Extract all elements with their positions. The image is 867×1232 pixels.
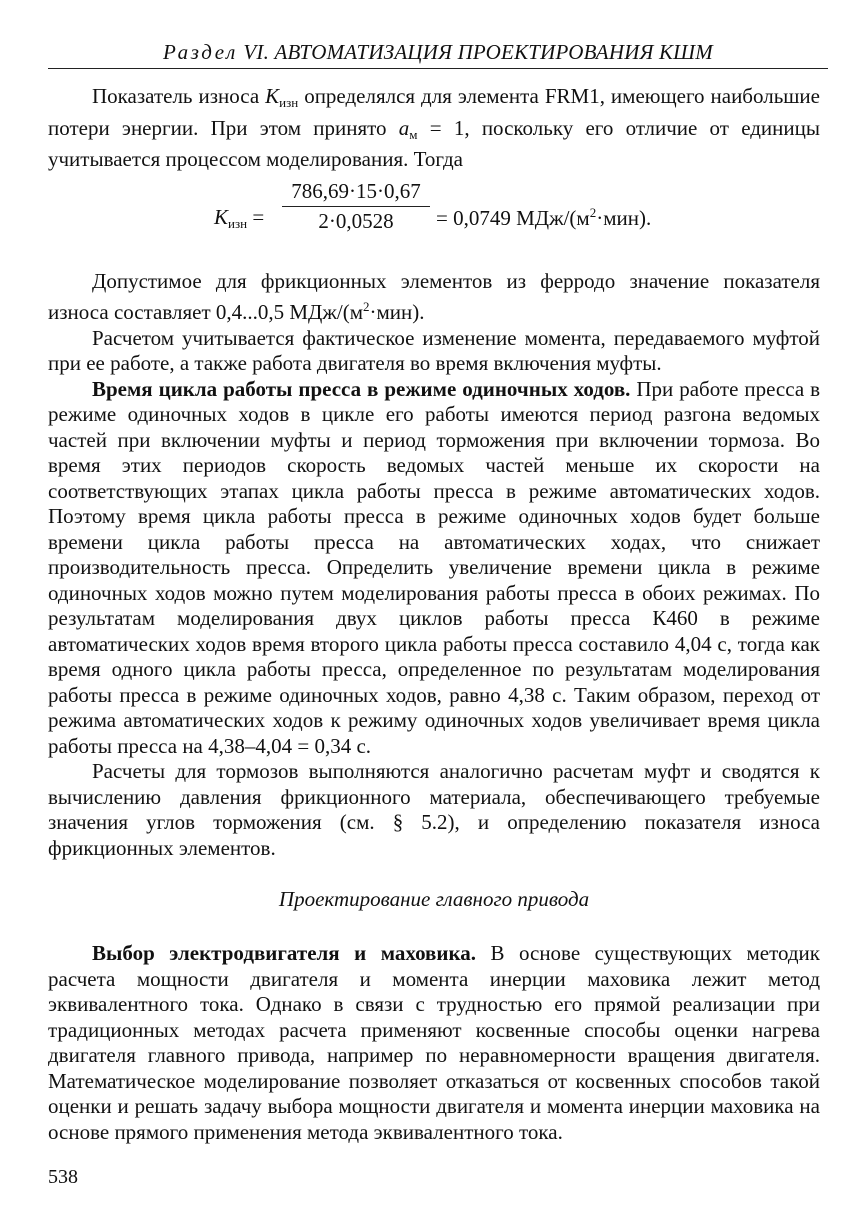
formula-lhs: $K_{изн}$ = <box>214 204 265 231</box>
page-body <box>48 84 820 1145</box>
paragraph-wear-index: Показатель износа $K_{изн}$ определялся для элемента FRM1, имеющего наибольшие потери энергии. При этом принято $a_м = 1$, поскольку его отличие от единицы учитывается процессом моделирования. Тогда <box>48 84 820 171</box>
header-section-title: VI. АВТОМАТИЗАЦИЯ ПРОЕКТИРОВАНИЯ КШМ <box>237 40 713 64</box>
cycle-time-heading: Время цикла работы пресса в режиме одиночных ходов. <box>92 376 631 401</box>
var-k: K <box>265 84 280 108</box>
formula-fraction <box>282 179 430 234</box>
motor-flywheel-heading: Выбор электродвигателя и маховика. <box>92 941 477 965</box>
paragraph-brakes: Расчеты для тормозов выполняются аналогично расчетам муфт и сводятся к вычислению давления фрикционного материала, обеспечивающего требуемые значения углов торможения (см. § 5.2), и определению показателя износа фрикционных элементов. <box>48 759 820 860</box>
formula-denominator: 2·0,0528 <box>318 208 394 233</box>
paragraph-allowed-value: Допустимое для фрикционных элементов из ферродо значение показателя износа составляет 0,4...0,5 МДж/$(м^2\cdot мин)$. <box>48 268 820 324</box>
section-title: Проектирование главного привода <box>278 887 590 911</box>
var-a: a <box>398 115 410 140</box>
page-number: 538 <box>48 1166 78 1188</box>
running-header <box>48 40 828 65</box>
formula-numerator: 786,69·15·0,67 <box>282 179 430 207</box>
paragraph-cycle-time: Время цикла работы пресса в режиме одиночных ходов. При работе пресса в режиме одиночных ходов в цикле его работы имеются период разгона ведомых частей при включении муфты и период торможения при включении тормоза. Во время этих периодов скорость ведомых частей меньше их скорости на соответствующих этапах цикла работы пресса в режиме автоматических ходов. Поэтому время цикла работы пресса в режиме одиночных ходов будет больше времени цикла работы пресса на автоматических ходах, что снижает производительность пресса. Определить увеличение времени цикла в режиме одиночных ходов можно путем моделирования работы пресса в обоих режимах. По результатам моделирования двух циклов работы пресса К460 в режиме автоматических ходов время второго цикла работы пресса составило 4,04 с, тогда как время одного цикла работы пресса, определенное по результатам моделирования работы пресса в режиме одиночных ходов, равно 4,38 с. Таким образом, переход от режима автоматических ходов к режиму одиночных ходов увеличивает время цикла работы пресса на 4,38–4,04 = 0,34 с. <box>48 376 820 758</box>
formula-wear <box>48 173 820 269</box>
paragraph-moment: Расчетом учитывается фактическое изменение момента, передаваемого муфтой при ее работе, а также работа двигателя во время включения муфты. <box>48 325 820 375</box>
paragraph-motor-flywheel: Выбор электродвигателя и маховика. В основе существующих методик расчета мощности двигателя и момента инерции маховика лежит метод эквивалентного тока. Однако в связи с трудностью его прямой реализации при традиционных методах расчета применяют косвенные способы оценки нагрева двигателя главного привода, например по неравномерности вращения двигателя. Математическое моделирование позволяет отказаться от косвенных способов такой оценки и решать задачу выбора мощности двигателя и момента инерции маховика на основе прямого применения метода эквивалентного тока. <box>48 941 820 1144</box>
header-rule <box>48 68 828 69</box>
formula-rhs: = 0,0749 МДж/$(м^2\cdot мин)$. <box>436 204 652 230</box>
header-section-word: Раздел <box>163 40 238 64</box>
